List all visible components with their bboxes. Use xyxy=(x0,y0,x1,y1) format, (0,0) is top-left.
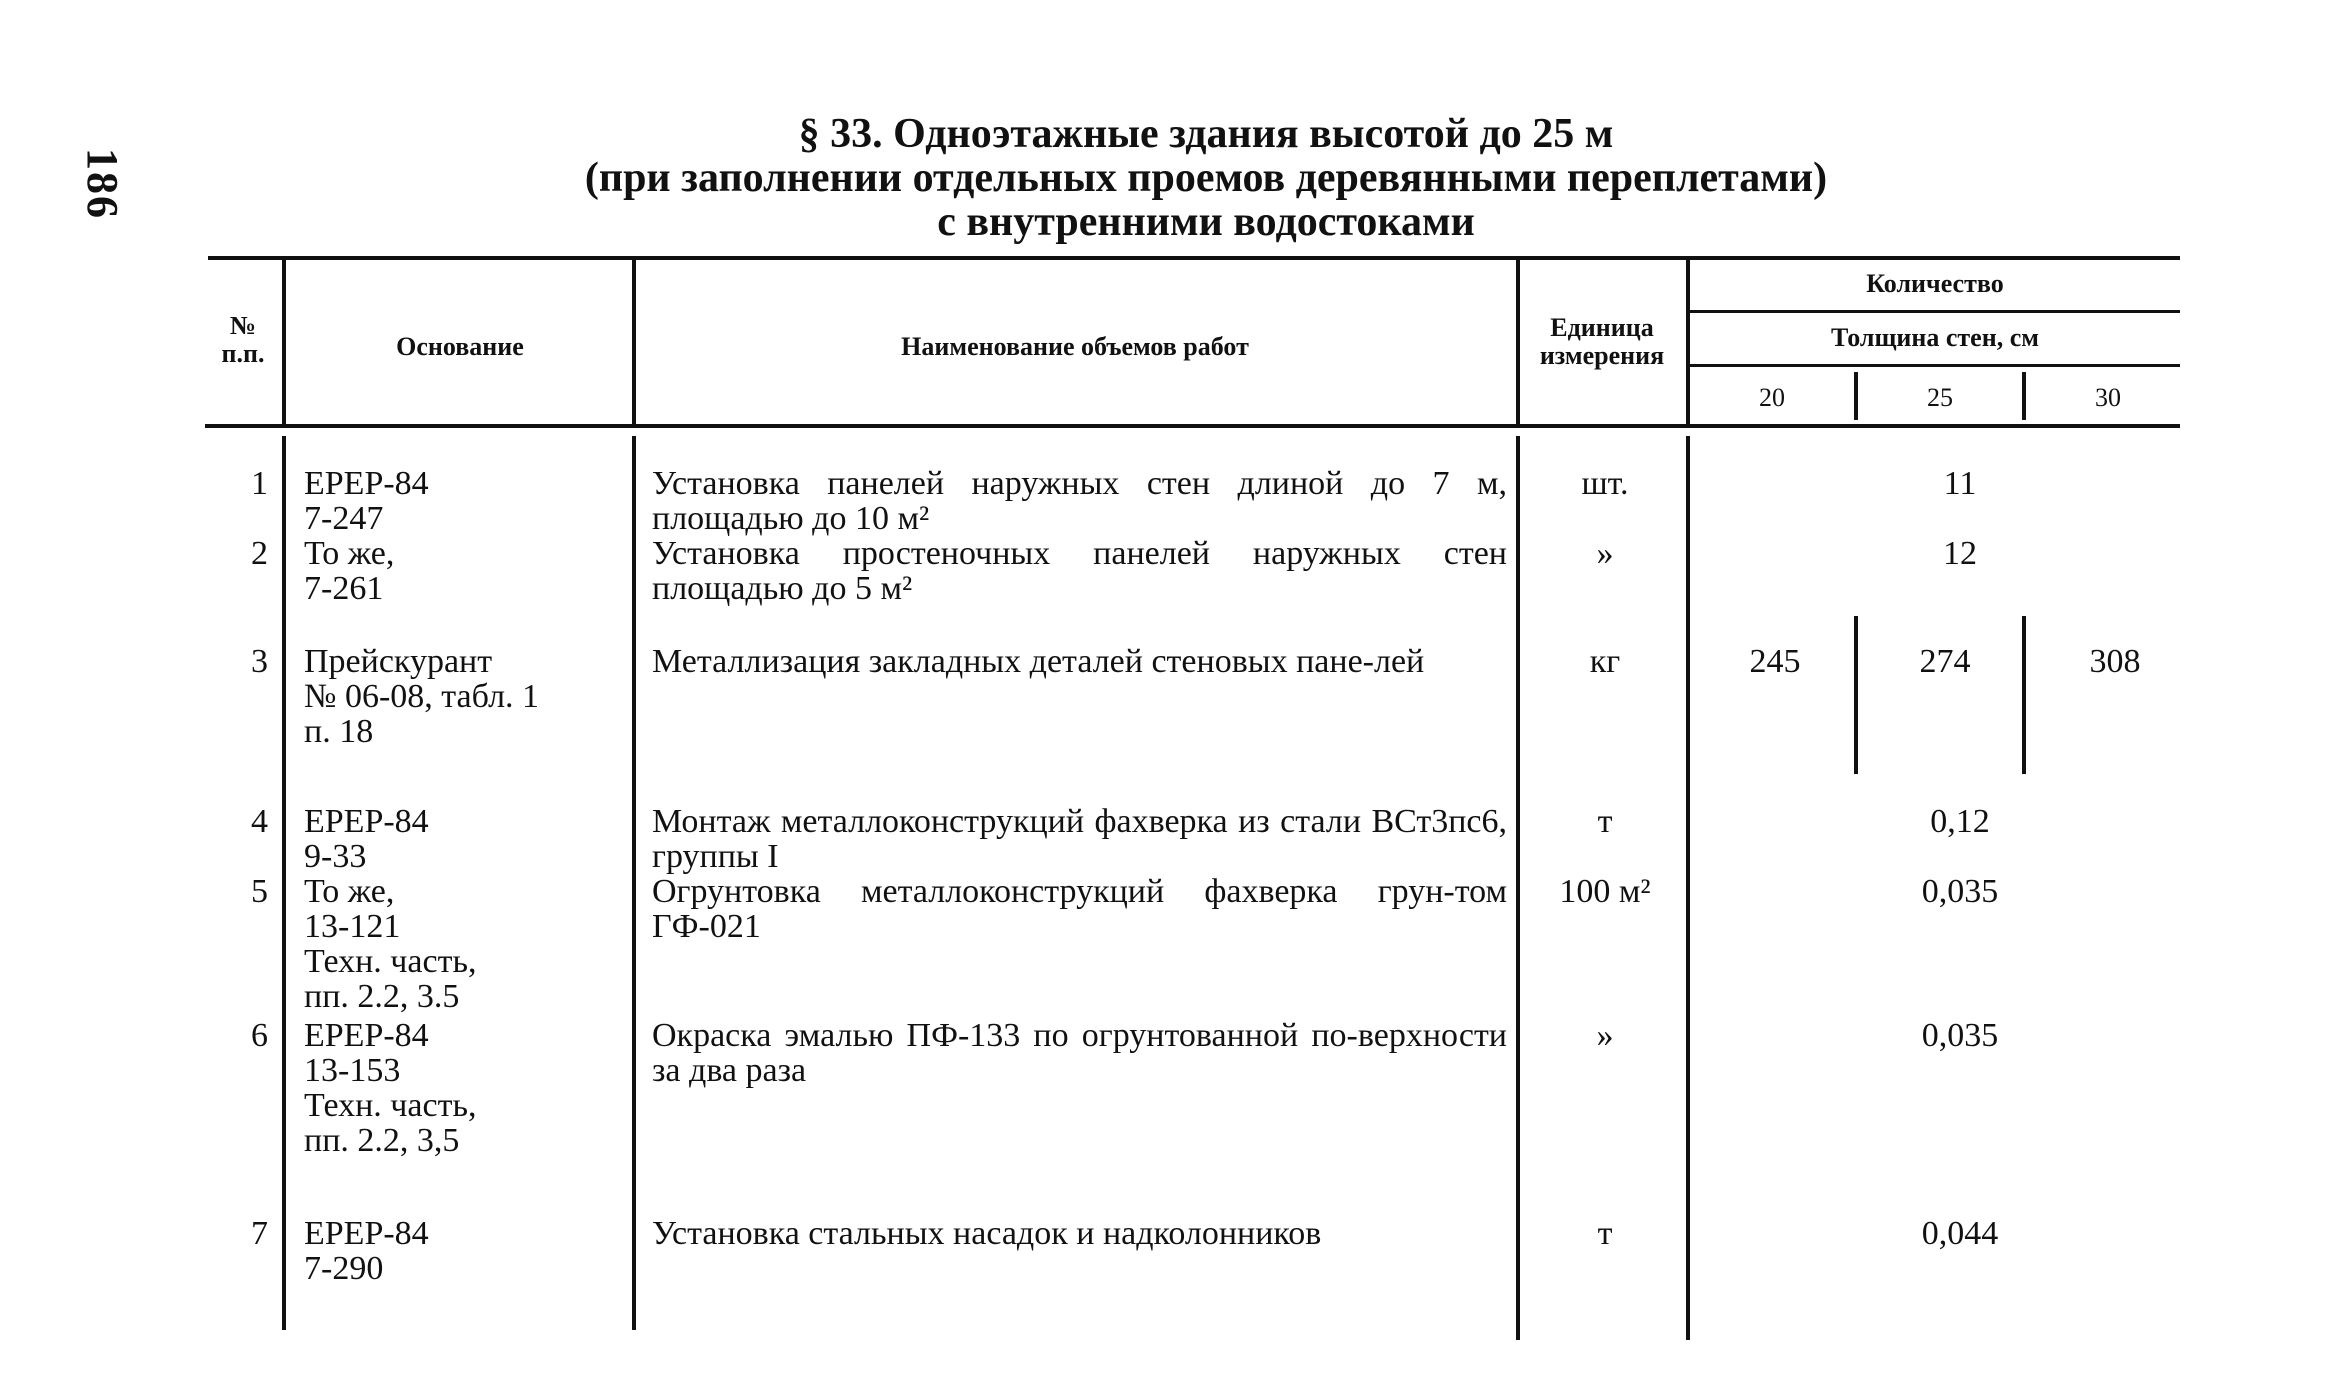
header-basis: Основание xyxy=(396,332,524,361)
row-quantity-25: 274 xyxy=(1919,643,1971,680)
row-basis: Прейскурант № 06-08, табл. 1 п. 18 xyxy=(304,643,540,750)
row-name: Огрунтовка металлоконструкций фахверка грун-том ГФ-021 xyxy=(652,873,1507,945)
quantity-rule xyxy=(1690,310,2180,313)
body-divider-3 xyxy=(1516,436,1520,1340)
row-quantity: 0,035 xyxy=(1921,873,1999,910)
header-num: № п.п. xyxy=(221,311,265,368)
body-divider-4 xyxy=(1686,436,1690,1340)
row-name: Металлизация закладных деталей стеновых пане-лей xyxy=(652,643,1425,680)
row-unit: » xyxy=(1596,535,1614,572)
header-bottom-rule xyxy=(205,424,2180,428)
row-quantity: 0,035 xyxy=(1921,1017,1999,1054)
header-t30: 30 xyxy=(2095,383,2121,412)
row-basis: ЕРЕР-84 9-33 xyxy=(304,803,429,875)
row-num: 7 xyxy=(251,1215,268,1252)
row-num: 6 xyxy=(251,1017,268,1054)
column-divider-1 xyxy=(282,260,286,424)
row-basis: ЕРЕР-84 7-247 xyxy=(304,465,429,537)
table-top-rule xyxy=(208,256,2180,260)
row-name: Установка панелей наружных стен длиной до 7 м, площадью до 10 м² xyxy=(652,465,1507,537)
section-subtitle-2: с внутренними водостоками xyxy=(937,199,1475,245)
row-basis: То же, 13-121 Техн. часть, пп. 2.2, 3.5 xyxy=(304,873,477,1015)
row-name: Установка стальных насадок и надколонников xyxy=(652,1215,1322,1252)
row-unit: шт. xyxy=(1581,465,1629,502)
row-num: 1 xyxy=(251,465,268,502)
header-t20: 20 xyxy=(1759,383,1785,412)
row-unit: кг xyxy=(1589,643,1621,680)
row-quantity: 0,044 xyxy=(1921,1215,1999,1252)
row-num: 3 xyxy=(251,643,268,680)
header-t25: 25 xyxy=(1927,383,1953,412)
row-name: Окраска эмалью ПФ-133 по огрунтованной по-верхности за два раза xyxy=(652,1017,1507,1089)
row-basis: То же, 7-261 xyxy=(304,535,395,607)
row3-divider-2 xyxy=(2022,616,2026,774)
section-title: § 33. Одноэтажные здания высотой до 25 м xyxy=(798,111,1614,157)
page-number: 186 xyxy=(78,148,127,220)
header-thickness: Толщина стен, см xyxy=(1831,323,2039,352)
row-num: 5 xyxy=(251,873,268,910)
row-quantity: 11 xyxy=(1943,465,1977,502)
row-num: 2 xyxy=(251,535,268,572)
row-quantity: 0,12 xyxy=(1930,803,1990,840)
row3-divider-1 xyxy=(1854,616,1858,774)
header-name: Наименование объемов работ xyxy=(901,332,1249,361)
row-name: Установка простеночных панелей наружных стен площадью до 5 м² xyxy=(652,535,1507,607)
row-unit: 100 м² xyxy=(1559,873,1651,910)
column-divider-3 xyxy=(1516,260,1520,424)
row-unit: т xyxy=(1597,803,1613,840)
row-unit: » xyxy=(1596,1017,1614,1054)
row-name: Монтаж металлоконструкций фахверка из стали ВСт3пс6, группы I xyxy=(652,803,1507,875)
thickness-rule xyxy=(1690,364,2180,367)
row-quantity-30: 308 xyxy=(2089,643,2141,680)
row-basis: ЕРЕР-84 13-153 Техн. часть, пп. 2.2, 3,5 xyxy=(304,1017,477,1159)
row-quantity-20: 245 xyxy=(1749,643,1801,680)
body-divider-1 xyxy=(282,436,286,1330)
header-quantity: Количество xyxy=(1866,269,2004,298)
row-unit: т xyxy=(1597,1215,1613,1252)
column-divider-2 xyxy=(632,260,636,424)
header-unit: Единица измерения xyxy=(1539,313,1665,370)
row-quantity: 12 xyxy=(1943,535,1977,572)
row-basis: ЕРЕР-84 7-290 xyxy=(304,1215,429,1287)
row-num: 4 xyxy=(251,803,268,840)
section-subtitle: (при заполнении отдельных проемов деревянными переплетами) xyxy=(584,155,1828,201)
